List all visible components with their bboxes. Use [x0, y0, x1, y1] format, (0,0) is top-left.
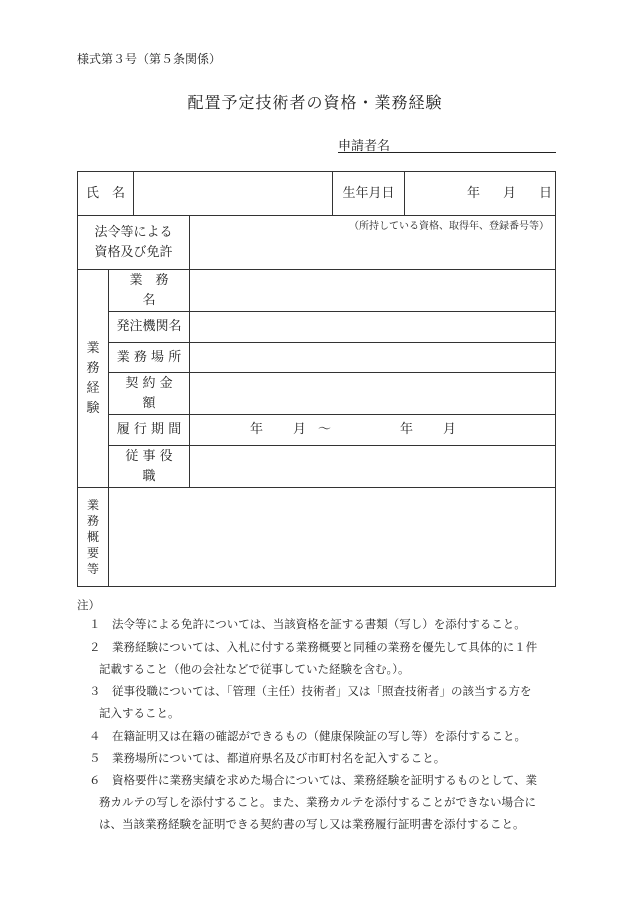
license-label [78, 216, 189, 269]
name-label: 氏 名 [85, 185, 125, 201]
license-label-line2: 資格及び免許 [94, 244, 173, 260]
role-field[interactable] [190, 446, 555, 487]
period-month-end-unit: 月 [443, 422, 457, 437]
note-item: ６ 資格要件に業務実績を求めた場合については、業務経験を証明するものとして、業 [89, 773, 538, 787]
period-year-end-unit: 年 [400, 422, 414, 437]
contract-amount-label [109, 373, 189, 414]
table-border-bottom [77, 586, 556, 587]
role-line1: 従 事 役 [125, 448, 173, 464]
work-summary-field[interactable] [109, 488, 555, 586]
license-hint: （所持している資格、取得年、登録番号等） [349, 221, 549, 232]
role-line2: 職 [142, 468, 156, 484]
note-item: ４ 在籍証明又は在籍の確認ができるもの（健康保険証の写し等）を添付すること。 [89, 729, 526, 743]
license-field[interactable] [190, 216, 555, 269]
note-item: 記載すること（他の会社などで従事していた経験を含む。）。 [99, 662, 410, 676]
applicant-name-label: 申請者名 [338, 139, 391, 154]
note-item: ５ 業務場所については、都道府県名及び市町村名を記入すること。 [89, 751, 446, 765]
role-label [109, 446, 189, 487]
project-name-line2: 名 [142, 292, 156, 308]
table-border-right [555, 171, 556, 587]
summary-char: 等 [86, 562, 99, 576]
client-agency-field[interactable] [190, 312, 555, 342]
birthdate-label: 生年月日 [342, 185, 395, 201]
note-item: 務カルテの写しを添付すること。また、業務カルテを添付することができない場合に [99, 795, 536, 809]
note-item: は、当該業務経験を証明できる契約書の写し又は業務履行証明書を添付すること。 [99, 817, 525, 831]
work-experience-label [78, 270, 108, 487]
applicant-name-field[interactable] [338, 152, 556, 153]
work-place-label: 業 務 場 所 [116, 349, 182, 365]
work-exp-char: 験 [86, 400, 100, 416]
birth-month-unit: 月 [503, 185, 517, 201]
birth-day-unit: 日 [539, 185, 553, 201]
document-title: 配置予定技術者の資格・業務経験 [187, 93, 443, 112]
work-exp-char: 務 [86, 360, 100, 376]
note-item: 記入すること。 [99, 706, 180, 720]
work-summary-label [78, 488, 108, 586]
summary-char: 要 [86, 546, 99, 560]
name-field[interactable] [134, 172, 332, 215]
period-month-start-unit: 月 [293, 422, 307, 437]
summary-char: 務 [86, 514, 99, 528]
birthdate-field[interactable] [405, 172, 555, 215]
form-code: 様式第３号（第５条関係） [77, 52, 222, 66]
work-exp-char: 業 [86, 340, 100, 356]
contract-amount-field[interactable] [190, 373, 555, 414]
summary-char: 概 [86, 530, 99, 544]
license-label-line1: 法令等による [94, 224, 173, 240]
project-name-field[interactable] [190, 270, 555, 311]
summary-char: 業 [86, 498, 99, 512]
client-agency-label: 発注機関名 [116, 319, 182, 334]
period-separator: ～ [318, 422, 332, 437]
project-name-label [109, 270, 189, 311]
contract-amount-line2: 額 [142, 395, 156, 411]
period-year-start-unit: 年 [250, 422, 264, 437]
performance-period-label: 履 行 期 間 [116, 422, 182, 437]
note-item: ２ 業務経験については、入札に付する業務概要と同種の業務を優先して具体的に１件 [89, 640, 538, 654]
work-place-field[interactable] [190, 343, 555, 372]
contract-amount-line1: 契 約 金 [125, 375, 173, 391]
work-exp-char: 経 [86, 380, 100, 396]
note-item: １ 法令等による免許については、当該資格を証する書類（写し）を添付すること。 [89, 617, 526, 631]
performance-period-field[interactable] [190, 415, 555, 445]
project-name-line1: 業 務 [129, 272, 169, 288]
note-item: ３ 従事役職については、「管理（主任）技術者」又は「照査技術者」の該当する方を [89, 684, 532, 698]
birth-year-unit: 年 [467, 185, 481, 201]
notes-heading: 注） [77, 598, 100, 612]
